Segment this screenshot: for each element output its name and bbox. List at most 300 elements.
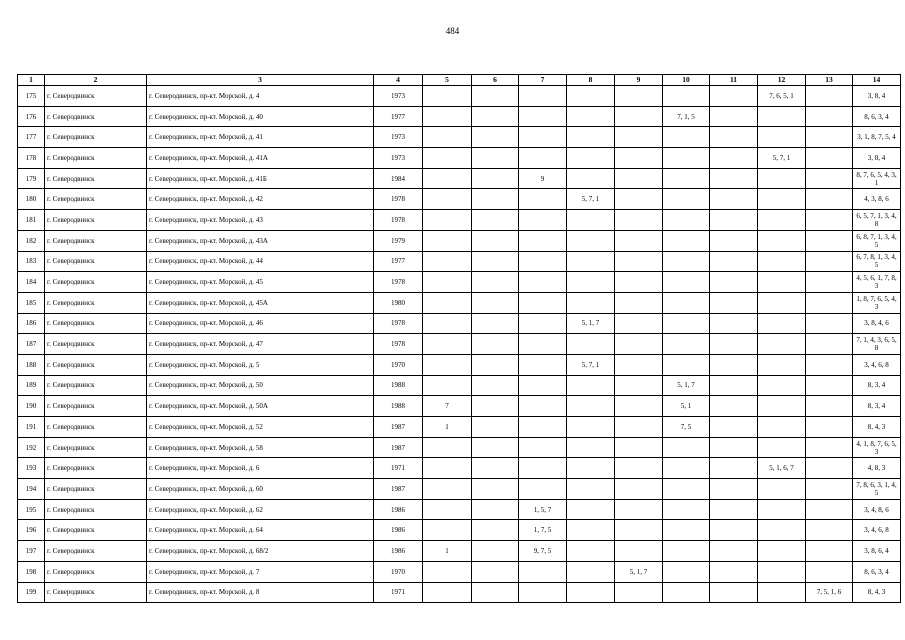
- table-cell-col-10: [663, 168, 710, 189]
- table-cell-col-12: [758, 127, 806, 148]
- table-cell-col-13: [806, 313, 853, 334]
- table-cell-col-3: г. Северодвинск, пр-кт. Морской, д. 44: [147, 251, 374, 272]
- table-cell-col-4: 1978: [374, 334, 423, 355]
- table-cell-col-4: 1973: [374, 148, 423, 169]
- table-cell-col-12: [758, 354, 806, 375]
- table-cell-col-2: г. Северодвинск: [45, 148, 147, 169]
- table-cell-col-11: [710, 230, 758, 251]
- table-cell-col-8: [567, 541, 615, 562]
- table-cell-col-9: [615, 251, 663, 272]
- table-cell-col-10: [663, 86, 710, 107]
- table-cell-col-9: [615, 499, 663, 520]
- table-cell-col-4: 1978: [374, 210, 423, 231]
- table-cell-col-3: г. Северодвинск, пр-кт. Морской, д. 40: [147, 106, 374, 127]
- table-cell-col-10: [663, 561, 710, 582]
- table-cell-col-10: [663, 458, 710, 479]
- table-cell-col-12: [758, 210, 806, 231]
- table-cell-col-7: 1, 7, 5: [519, 520, 567, 541]
- table-cell-col-11: [710, 417, 758, 438]
- table-cell-col-2: г. Северодвинск: [45, 106, 147, 127]
- table-cell-col-4: 1978: [374, 189, 423, 210]
- table-cell-col-7: [519, 86, 567, 107]
- table-cell-col-14: 1, 8, 7, 6, 5, 4, 3: [853, 292, 901, 313]
- table-cell-col-7: [519, 375, 567, 396]
- table-cell-col-8: 5, 7, 1: [567, 189, 615, 210]
- table-cell-col-2: г. Северодвинск: [45, 458, 147, 479]
- table-cell-col-13: [806, 86, 853, 107]
- table-row: [18, 251, 901, 272]
- table-cell-col-14: 7, 8, 6, 3, 1, 4, 5: [853, 479, 901, 500]
- table-cell-col-1: 194: [18, 479, 45, 500]
- table-cell-col-7: [519, 313, 567, 334]
- table-cell-col-1: 177: [18, 127, 45, 148]
- table-cell-col-8: [567, 520, 615, 541]
- table-cell-col-5: [423, 375, 472, 396]
- table-cell-col-12: 5, 1, 6, 7: [758, 458, 806, 479]
- table-cell-col-12: [758, 334, 806, 355]
- table-cell-col-3: г. Северодвинск, пр-кт. Морской, д. 41: [147, 127, 374, 148]
- table-cell-col-2: г. Северодвинск: [45, 375, 147, 396]
- table-cell-col-13: [806, 334, 853, 355]
- table-cell-col-7: [519, 561, 567, 582]
- table-cell-col-7: 1, 5, 7: [519, 499, 567, 520]
- table-cell-col-11: [710, 479, 758, 500]
- table-row: [18, 168, 901, 189]
- table-cell-col-6: [472, 437, 519, 458]
- table-cell-col-11: [710, 106, 758, 127]
- table-cell-col-2: г. Северодвинск: [45, 313, 147, 334]
- table-cell-col-5: [423, 292, 472, 313]
- table-cell-col-3: г. Северодвинск, пр-кт. Морской, д. 47: [147, 334, 374, 355]
- table-cell-col-5: [423, 168, 472, 189]
- table-cell-col-1: 178: [18, 148, 45, 169]
- table-cell-col-1: 187: [18, 334, 45, 355]
- table-cell-col-3: г. Северодвинск, пр-кт. Морской, д. 41А: [147, 148, 374, 169]
- column-header-13: 13: [806, 75, 853, 86]
- table-cell-col-11: [710, 437, 758, 458]
- table-cell-col-6: [472, 251, 519, 272]
- table-cell-col-1: 195: [18, 499, 45, 520]
- table-cell-col-1: 190: [18, 396, 45, 417]
- table-cell-col-10: [663, 520, 710, 541]
- table-cell-col-1: 179: [18, 168, 45, 189]
- table-cell-col-3: г. Северодвинск, пр-кт. Морской, д. 50: [147, 375, 374, 396]
- header-row: [18, 75, 901, 86]
- table-row: [18, 458, 901, 479]
- table-cell-col-5: [423, 251, 472, 272]
- table-cell-col-1: 175: [18, 86, 45, 107]
- table-cell-col-1: 180: [18, 189, 45, 210]
- table-cell-col-4: 1987: [374, 479, 423, 500]
- table-cell-col-6: [472, 292, 519, 313]
- table-cell-col-4: 1978: [374, 272, 423, 293]
- table-cell-col-8: [567, 375, 615, 396]
- table-cell-col-1: 186: [18, 313, 45, 334]
- table-cell-col-14: 4, 8, 3: [853, 458, 901, 479]
- table-cell-col-6: [472, 541, 519, 562]
- table-cell-col-1: 199: [18, 582, 45, 603]
- table-cell-col-1: 185: [18, 292, 45, 313]
- table-cell-col-12: [758, 396, 806, 417]
- table-cell-col-9: [615, 313, 663, 334]
- table-cell-col-11: [710, 334, 758, 355]
- table-cell-col-6: [472, 582, 519, 603]
- table-cell-col-11: [710, 396, 758, 417]
- table-cell-col-1: 183: [18, 251, 45, 272]
- table-cell-col-9: [615, 86, 663, 107]
- table-cell-col-7: [519, 106, 567, 127]
- table-row: [18, 313, 901, 334]
- table-cell-col-13: [806, 437, 853, 458]
- table-cell-col-1: 184: [18, 272, 45, 293]
- column-header-7: 7: [519, 75, 567, 86]
- table-cell-col-7: [519, 251, 567, 272]
- table-cell-col-1: 191: [18, 417, 45, 438]
- table-cell-col-6: [472, 272, 519, 293]
- table-cell-col-3: г. Северодвинск, пр-кт. Морской, д. 8: [147, 582, 374, 603]
- table-cell-col-10: [663, 148, 710, 169]
- table-cell-col-6: [472, 396, 519, 417]
- table-cell-col-8: [567, 86, 615, 107]
- table-cell-col-5: [423, 148, 472, 169]
- table-cell-col-8: [567, 127, 615, 148]
- table-cell-col-5: 1: [423, 541, 472, 562]
- table-cell-col-9: 5, 1, 7: [615, 561, 663, 582]
- table-cell-col-12: [758, 417, 806, 438]
- table-cell-col-9: [615, 230, 663, 251]
- table-cell-col-9: [615, 541, 663, 562]
- table-cell-col-6: [472, 417, 519, 438]
- table-body: [18, 86, 901, 603]
- table-cell-col-14: 6, 8, 7, 1, 3, 4, 5: [853, 230, 901, 251]
- table-cell-col-4: 1986: [374, 499, 423, 520]
- table-cell-col-8: [567, 148, 615, 169]
- table-cell-col-10: 7, 5: [663, 417, 710, 438]
- table-cell-col-3: г. Северодвинск, пр-кт. Морской, д. 43А: [147, 230, 374, 251]
- table-row: [18, 375, 901, 396]
- table-cell-col-4: 1977: [374, 251, 423, 272]
- column-header-12: 12: [758, 75, 806, 86]
- table-cell-col-2: г. Северодвинск: [45, 499, 147, 520]
- table-cell-col-6: [472, 313, 519, 334]
- table-cell-col-3: г. Северодвинск, пр-кт. Морской, д. 50А: [147, 396, 374, 417]
- table-cell-col-12: [758, 479, 806, 500]
- table-cell-col-14: 8, 6, 3, 4: [853, 106, 901, 127]
- table-cell-col-10: [663, 127, 710, 148]
- table-cell-col-10: [663, 437, 710, 458]
- table-cell-col-9: [615, 437, 663, 458]
- table-cell-col-8: 5, 7, 1: [567, 354, 615, 375]
- table-cell-col-2: г. Северодвинск: [45, 86, 147, 107]
- table-cell-col-7: [519, 354, 567, 375]
- table-cell-col-10: [663, 479, 710, 500]
- table-cell-col-12: [758, 168, 806, 189]
- table-cell-col-7: [519, 230, 567, 251]
- table-cell-col-2: г. Северодвинск: [45, 354, 147, 375]
- table-cell-col-13: [806, 520, 853, 541]
- table-cell-col-3: г. Северодвинск, пр-кт. Морской, д. 45: [147, 272, 374, 293]
- column-header-11: 11: [710, 75, 758, 86]
- table-cell-col-6: [472, 86, 519, 107]
- table-cell-col-2: г. Северодвинск: [45, 520, 147, 541]
- column-header-6: 6: [472, 75, 519, 86]
- table-cell-col-4: 1977: [374, 106, 423, 127]
- table-cell-col-9: [615, 272, 663, 293]
- table-cell-col-1: 181: [18, 210, 45, 231]
- table-cell-col-4: 1970: [374, 354, 423, 375]
- table-cell-col-14: 8, 6, 3, 4: [853, 561, 901, 582]
- table-cell-col-5: [423, 458, 472, 479]
- table-cell-col-14: 6, 7, 8, 1, 3, 4, 5: [853, 251, 901, 272]
- table-cell-col-12: [758, 520, 806, 541]
- table-cell-col-5: [423, 582, 472, 603]
- table-cell-col-9: [615, 189, 663, 210]
- table-cell-col-11: [710, 251, 758, 272]
- table-cell-col-4: 1988: [374, 396, 423, 417]
- table-cell-col-8: [567, 292, 615, 313]
- table-cell-col-4: 1970: [374, 561, 423, 582]
- table-cell-col-8: [567, 210, 615, 231]
- table-cell-col-4: 1973: [374, 127, 423, 148]
- table-cell-col-8: [567, 251, 615, 272]
- table-row: [18, 127, 901, 148]
- table-cell-col-7: [519, 417, 567, 438]
- table-cell-col-14: 7, 1, 4, 3, 6, 5, 8: [853, 334, 901, 355]
- table-cell-col-1: 193: [18, 458, 45, 479]
- table-cell-col-10: 7, 1, 5: [663, 106, 710, 127]
- table-cell-col-13: [806, 479, 853, 500]
- table-cell-col-6: [472, 334, 519, 355]
- table-cell-col-13: [806, 106, 853, 127]
- table-row: [18, 479, 901, 500]
- table-cell-col-10: 5, 1, 7: [663, 375, 710, 396]
- table-cell-col-8: [567, 168, 615, 189]
- table-cell-col-10: [663, 272, 710, 293]
- table-cell-col-6: [472, 106, 519, 127]
- table-cell-col-7: [519, 127, 567, 148]
- table-cell-col-8: [567, 106, 615, 127]
- table-cell-col-3: г. Северодвинск, пр-кт. Морской, д. 60: [147, 479, 374, 500]
- table-cell-col-13: [806, 127, 853, 148]
- table-cell-col-8: [567, 499, 615, 520]
- table-cell-col-8: [567, 561, 615, 582]
- table-cell-col-12: 5, 7, 1: [758, 148, 806, 169]
- column-header-3: 3: [147, 75, 374, 86]
- table-cell-col-2: г. Северодвинск: [45, 479, 147, 500]
- table-cell-col-6: [472, 499, 519, 520]
- table-cell-col-5: 1: [423, 417, 472, 438]
- table-cell-col-7: [519, 582, 567, 603]
- table-cell-col-5: [423, 230, 472, 251]
- table-cell-col-10: [663, 313, 710, 334]
- table-cell-col-9: [615, 375, 663, 396]
- table-cell-col-2: г. Северодвинск: [45, 417, 147, 438]
- table-cell-col-3: г. Северодвинск, пр-кт. Морской, д. 52: [147, 417, 374, 438]
- table-cell-col-2: г. Северодвинск: [45, 541, 147, 562]
- table-cell-col-8: [567, 582, 615, 603]
- table-cell-col-10: [663, 354, 710, 375]
- table-cell-col-6: [472, 520, 519, 541]
- table-cell-col-11: [710, 189, 758, 210]
- table-row: [18, 189, 901, 210]
- table-row: [18, 230, 901, 251]
- table-cell-col-14: 8, 3, 4: [853, 396, 901, 417]
- table-cell-col-14: 3, 8, 4: [853, 86, 901, 107]
- table-cell-col-5: [423, 520, 472, 541]
- table-cell-col-6: [472, 561, 519, 582]
- table-row: [18, 541, 901, 562]
- table-row: [18, 334, 901, 355]
- column-header-8: 8: [567, 75, 615, 86]
- table-cell-col-1: 176: [18, 106, 45, 127]
- table-cell-col-5: [423, 272, 472, 293]
- table-cell-col-5: [423, 479, 472, 500]
- table-cell-col-12: [758, 251, 806, 272]
- table-cell-col-2: г. Северодвинск: [45, 582, 147, 603]
- table-cell-col-9: [615, 458, 663, 479]
- table-row: [18, 499, 901, 520]
- table-cell-col-4: 1987: [374, 437, 423, 458]
- table-cell-col-5: [423, 106, 472, 127]
- table-cell-col-1: 182: [18, 230, 45, 251]
- table-cell-col-13: [806, 541, 853, 562]
- table-cell-col-10: 5, 1: [663, 396, 710, 417]
- column-header-4: 4: [374, 75, 423, 86]
- table-cell-col-8: [567, 230, 615, 251]
- table-cell-col-4: 1986: [374, 520, 423, 541]
- table-cell-col-9: [615, 396, 663, 417]
- table-cell-col-6: [472, 210, 519, 231]
- table-cell-col-13: [806, 292, 853, 313]
- table-cell-col-13: [806, 210, 853, 231]
- table-cell-col-2: г. Северодвинск: [45, 168, 147, 189]
- table-cell-col-1: 196: [18, 520, 45, 541]
- table-cell-col-3: г. Северодвинск, пр-кт. Морской, д. 43: [147, 210, 374, 231]
- table-cell-col-12: [758, 499, 806, 520]
- table-cell-col-2: г. Северодвинск: [45, 230, 147, 251]
- table-cell-col-14: 4, 1, 8, 7, 6, 5, 3: [853, 437, 901, 458]
- table-cell-col-11: [710, 210, 758, 231]
- table-cell-col-11: [710, 520, 758, 541]
- table-cell-col-10: [663, 210, 710, 231]
- table-cell-col-7: [519, 334, 567, 355]
- table-cell-col-1: 188: [18, 354, 45, 375]
- table-cell-col-11: [710, 272, 758, 293]
- table-cell-col-13: [806, 561, 853, 582]
- table-cell-col-14: 3, 8, 4: [853, 148, 901, 169]
- table-cell-col-11: [710, 86, 758, 107]
- table-cell-col-11: [710, 458, 758, 479]
- table-cell-col-13: [806, 417, 853, 438]
- table-cell-col-11: [710, 127, 758, 148]
- table-cell-col-6: [472, 230, 519, 251]
- table-cell-col-4: 1971: [374, 582, 423, 603]
- table-cell-col-13: [806, 251, 853, 272]
- table-cell-col-14: 4, 3, 8, 6: [853, 189, 901, 210]
- table-cell-col-13: [806, 354, 853, 375]
- table-cell-col-14: 4, 5, 6, 1, 7, 8, 3: [853, 272, 901, 293]
- table-cell-col-5: [423, 354, 472, 375]
- table-cell-col-13: [806, 189, 853, 210]
- table-cell-col-12: [758, 272, 806, 293]
- table-cell-col-10: [663, 230, 710, 251]
- table-cell-col-4: 1980: [374, 292, 423, 313]
- table-cell-col-12: [758, 541, 806, 562]
- table-cell-col-5: 7: [423, 396, 472, 417]
- table-cell-col-8: [567, 437, 615, 458]
- table-cell-col-4: 1984: [374, 168, 423, 189]
- table-cell-col-9: [615, 127, 663, 148]
- table-cell-col-5: [423, 334, 472, 355]
- table-row: [18, 396, 901, 417]
- table-cell-col-3: г. Северодвинск, пр-кт. Морской, д. 58: [147, 437, 374, 458]
- table-cell-col-9: [615, 106, 663, 127]
- table-cell-col-4: 1986: [374, 541, 423, 562]
- table-cell-col-12: [758, 582, 806, 603]
- table-cell-col-14: 3, 8, 4, 6: [853, 313, 901, 334]
- table-cell-col-3: г. Северодвинск, пр-кт. Морской, д. 7: [147, 561, 374, 582]
- table-cell-col-5: [423, 210, 472, 231]
- column-header-10: 10: [663, 75, 710, 86]
- table-cell-col-14: 6, 5, 7, 1, 3, 4, 8: [853, 210, 901, 231]
- table-cell-col-7: 9, 7, 5: [519, 541, 567, 562]
- table-cell-col-9: [615, 354, 663, 375]
- column-header-2: 2: [45, 75, 147, 86]
- table-cell-col-13: [806, 375, 853, 396]
- table-cell-col-7: [519, 396, 567, 417]
- table-cell-col-9: [615, 479, 663, 500]
- housing-registry-table: [17, 74, 901, 603]
- table-row: [18, 561, 901, 582]
- table-row: [18, 106, 901, 127]
- table-cell-col-8: [567, 396, 615, 417]
- table-cell-col-8: [567, 417, 615, 438]
- table-row: [18, 582, 901, 603]
- table-cell-col-12: [758, 313, 806, 334]
- table-cell-col-4: 1979: [374, 230, 423, 251]
- table-row: [18, 292, 901, 313]
- table-cell-col-13: [806, 230, 853, 251]
- table-cell-col-3: г. Северодвинск, пр-кт. Морской, д. 42: [147, 189, 374, 210]
- table-cell-col-1: 192: [18, 437, 45, 458]
- table-row: [18, 210, 901, 231]
- table-cell-col-9: [615, 520, 663, 541]
- table-row: [18, 520, 901, 541]
- table-cell-col-1: 189: [18, 375, 45, 396]
- table-cell-col-6: [472, 354, 519, 375]
- table-cell-col-12: [758, 437, 806, 458]
- table-cell-col-1: 198: [18, 561, 45, 582]
- table-cell-col-13: [806, 168, 853, 189]
- table-cell-col-5: [423, 437, 472, 458]
- table-cell-col-14: 3, 4, 8, 6: [853, 499, 901, 520]
- table-cell-col-4: 1978: [374, 313, 423, 334]
- table-cell-col-3: г. Северодвинск, пр-кт. Морской, д. 68/2: [147, 541, 374, 562]
- column-header-9: 9: [615, 75, 663, 86]
- table-cell-col-7: [519, 458, 567, 479]
- table-cell-col-13: [806, 499, 853, 520]
- table-cell-col-6: [472, 189, 519, 210]
- table-cell-col-9: [615, 168, 663, 189]
- table-cell-col-11: [710, 561, 758, 582]
- table-row: [18, 417, 901, 438]
- table-cell-col-10: [663, 499, 710, 520]
- table-cell-col-14: 8, 4, 3: [853, 417, 901, 438]
- table-cell-col-2: г. Северодвинск: [45, 437, 147, 458]
- table-cell-col-2: г. Северодвинск: [45, 272, 147, 293]
- table-cell-col-7: [519, 292, 567, 313]
- table-cell-col-12: [758, 230, 806, 251]
